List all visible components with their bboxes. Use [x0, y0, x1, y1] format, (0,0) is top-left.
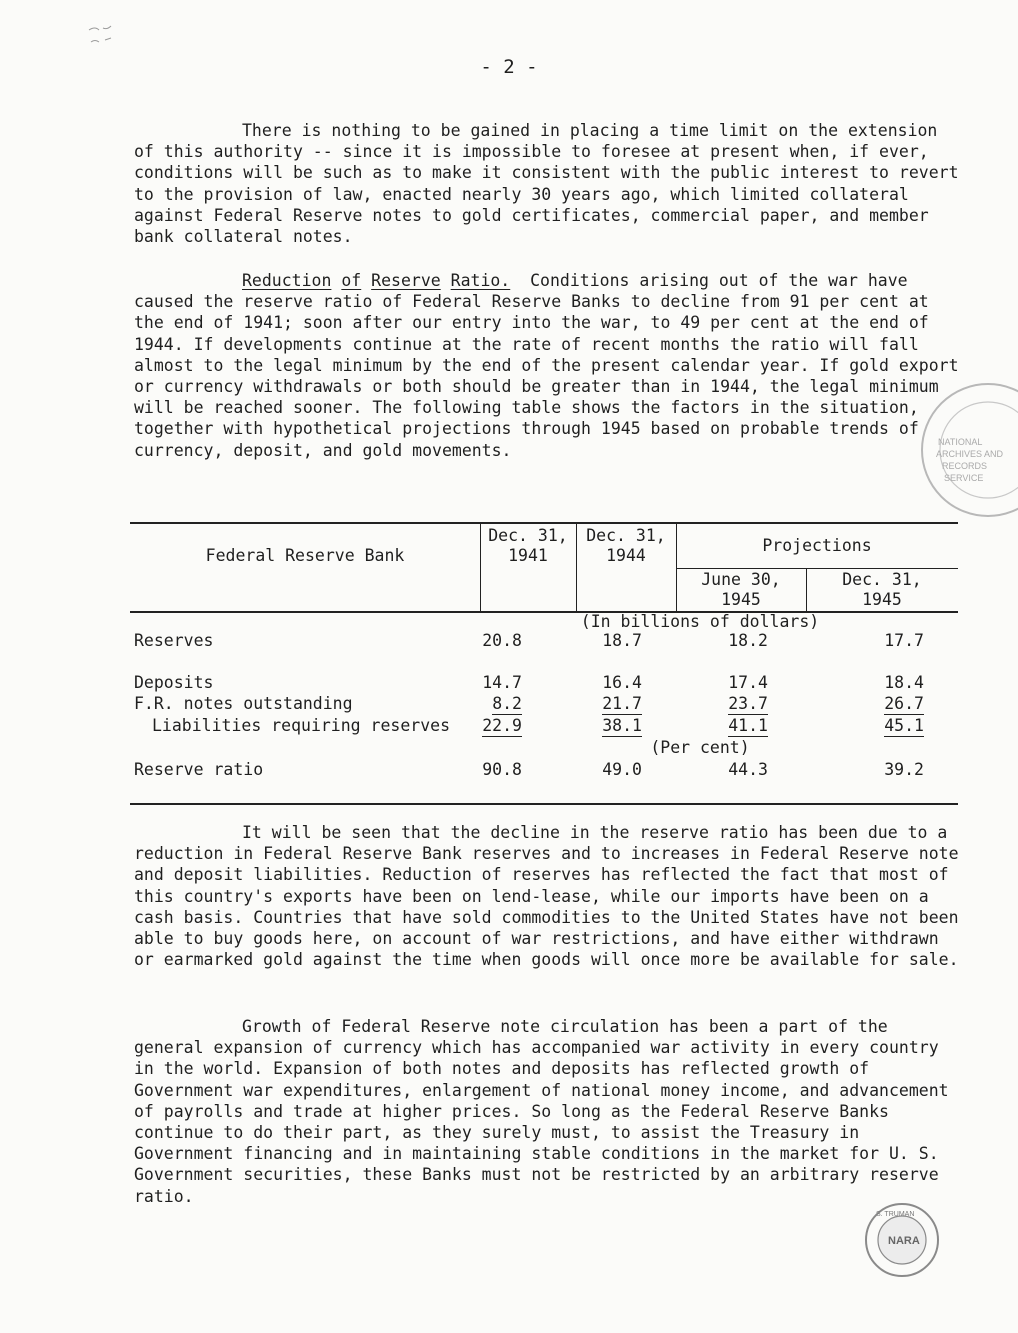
paragraph-growth — [134, 1016, 964, 1207]
col2-header-line1: Dec. 31, — [586, 526, 666, 545]
table-cell: 18.7 — [602, 631, 642, 650]
table-cell: 39.2 — [884, 760, 924, 779]
library-seal-icon — [908, 375, 1018, 525]
col4-header-line1: Dec. 31, — [842, 570, 922, 589]
table-cell: 18.4 — [884, 673, 924, 692]
projections-rule — [676, 568, 958, 569]
col1-header-line2: 1941 — [508, 546, 548, 565]
svg-text:RECORDS: RECORDS — [942, 461, 988, 471]
col3-header-line1: June 30, — [701, 570, 781, 589]
svg-text:NARA: NARA — [888, 1235, 920, 1247]
table-cell: 22.9 — [482, 716, 522, 735]
table-cell: 18.2 — [728, 631, 768, 650]
table-cell: 8.2 — [492, 694, 522, 713]
corner-marks — [85, 22, 135, 53]
svg-text:S. TRUMAN: S. TRUMAN — [876, 1211, 915, 1218]
svg-text:SERVICE: SERVICE — [944, 473, 984, 483]
row-label: F.R. notes outstanding — [134, 694, 353, 713]
col4-header-line2: 1945 — [862, 590, 902, 609]
col1-header-line1: Dec. 31, — [488, 526, 568, 545]
table-cell: 20.8 — [482, 631, 522, 650]
table-cell: 23.7 — [728, 694, 768, 713]
table-cell: 26.7 — [884, 694, 924, 713]
table-bottom-rule — [130, 803, 958, 805]
table-cell: 49.0 — [602, 760, 642, 779]
archive-stamp-top — [908, 375, 1018, 525]
table-cell: 41.1 — [728, 716, 768, 735]
archive-stamp-bottom — [862, 1200, 942, 1280]
paragraph-time-limit — [134, 120, 964, 247]
section-heading-word: Reduction — [242, 271, 332, 290]
table-top-rule — [130, 522, 958, 524]
svg-text:ARCHIVES AND: ARCHIVES AND — [936, 449, 1004, 459]
table-cell: 38.1 — [602, 716, 642, 735]
table-cell: 45.1 — [884, 716, 924, 735]
row-label: Reserves — [134, 631, 214, 650]
unit-label-billions: (In billions of dollars) — [580, 612, 820, 631]
svg-text:NATIONAL: NATIONAL — [938, 437, 983, 447]
row-label-header: Federal Reserve Bank — [205, 546, 405, 565]
page-number: - 2 - — [480, 56, 538, 78]
unit-label-percent: (Per cent) — [650, 738, 750, 757]
col3-header-line2: 1945 — [721, 590, 761, 609]
col2-header-line2: 1944 — [606, 546, 646, 565]
paragraph-text: There is nothing to be gained in placing a time limit on the extension of this authority -- since it is impossible to foresee at present when, if ever, conditions will be such as to make it consistent with the public interest to revert to the provision of law, enacted nearly 30 years ago, which limited collateral against Federal Reserve notes to gold certificates, commercial paper, and member bank collateral notes. — [134, 121, 959, 247]
table-cell: 17.7 — [884, 631, 924, 650]
table-cell: 16.4 — [602, 673, 642, 692]
section-heading-word: Reserve — [371, 271, 441, 290]
paragraph-text: Conditions arising out of the war have caused the reserve ratio of Federal Reserve Banks to decline from 91 per cent at the end of 1941; soon after our entry into the war, to 49 per cent at the end of 1944. If developments continue at the rate of recent months the ratio will fall almost to the legal minimum by the end of the present calendar year. If gold export or currency withdrawals or both should be greater than in 1944, the legal minimum will be reached sooner. The following table shows the factors in the situation, together with hypothetical projections through 1945 based on probable trends of currency, deposit, and gold movements. — [134, 271, 959, 460]
projections-header: Projections — [762, 536, 872, 555]
pencil-marks — [85, 22, 135, 50]
row-label: Deposits — [134, 673, 214, 692]
section-heading-word: Ratio. — [450, 271, 511, 290]
nara-seal-icon — [862, 1200, 942, 1280]
table-cell: 44.3 — [728, 760, 768, 779]
row-label: Liabilities requiring reserves — [152, 716, 451, 735]
table-cell: 17.4 — [728, 673, 768, 692]
paragraph-text: Growth of Federal Reserve note circulation has been a part of the general expansion of currency which has accompanied war activity in every country in the world. Expansion of both notes and deposits has reflected growth of Government war expenditures, enlargement of national money income, and advancement of payrolls and trade at higher prices. So long as the Federal Reserve Banks continue to do their part, as they surely must, to assist the Treasury in Government financing and in maintaining stable conditions in the market for U. S. Government securities, these Banks must not be restricted by an arbitrary reserve ratio. — [134, 1017, 949, 1206]
paragraph-reserve-ratio — [134, 270, 964, 461]
row-label: Reserve ratio — [134, 760, 264, 779]
table-cell: 21.7 — [602, 694, 642, 713]
table-cell: 90.8 — [482, 760, 522, 779]
table-cell: 14.7 — [482, 673, 522, 692]
paragraph-decline — [134, 822, 964, 970]
paragraph-text: It will be seen that the decline in the reserve ratio has been due to a reduction in Federal Reserve Bank reserves and to increases in Federal Reserve note and deposit liabilities. Reduction of reserves has reflected the fact that most of this country's exports have been on lend-lease, while our imports have been on a cash basis. Countries that have sold commodities to the United States have not been able to buy goods here, on account of war restrictions, and have either withdrawn or earmarked gold against the time when goods will once more be available for sale. — [134, 823, 959, 970]
section-heading-word: of — [341, 271, 362, 290]
